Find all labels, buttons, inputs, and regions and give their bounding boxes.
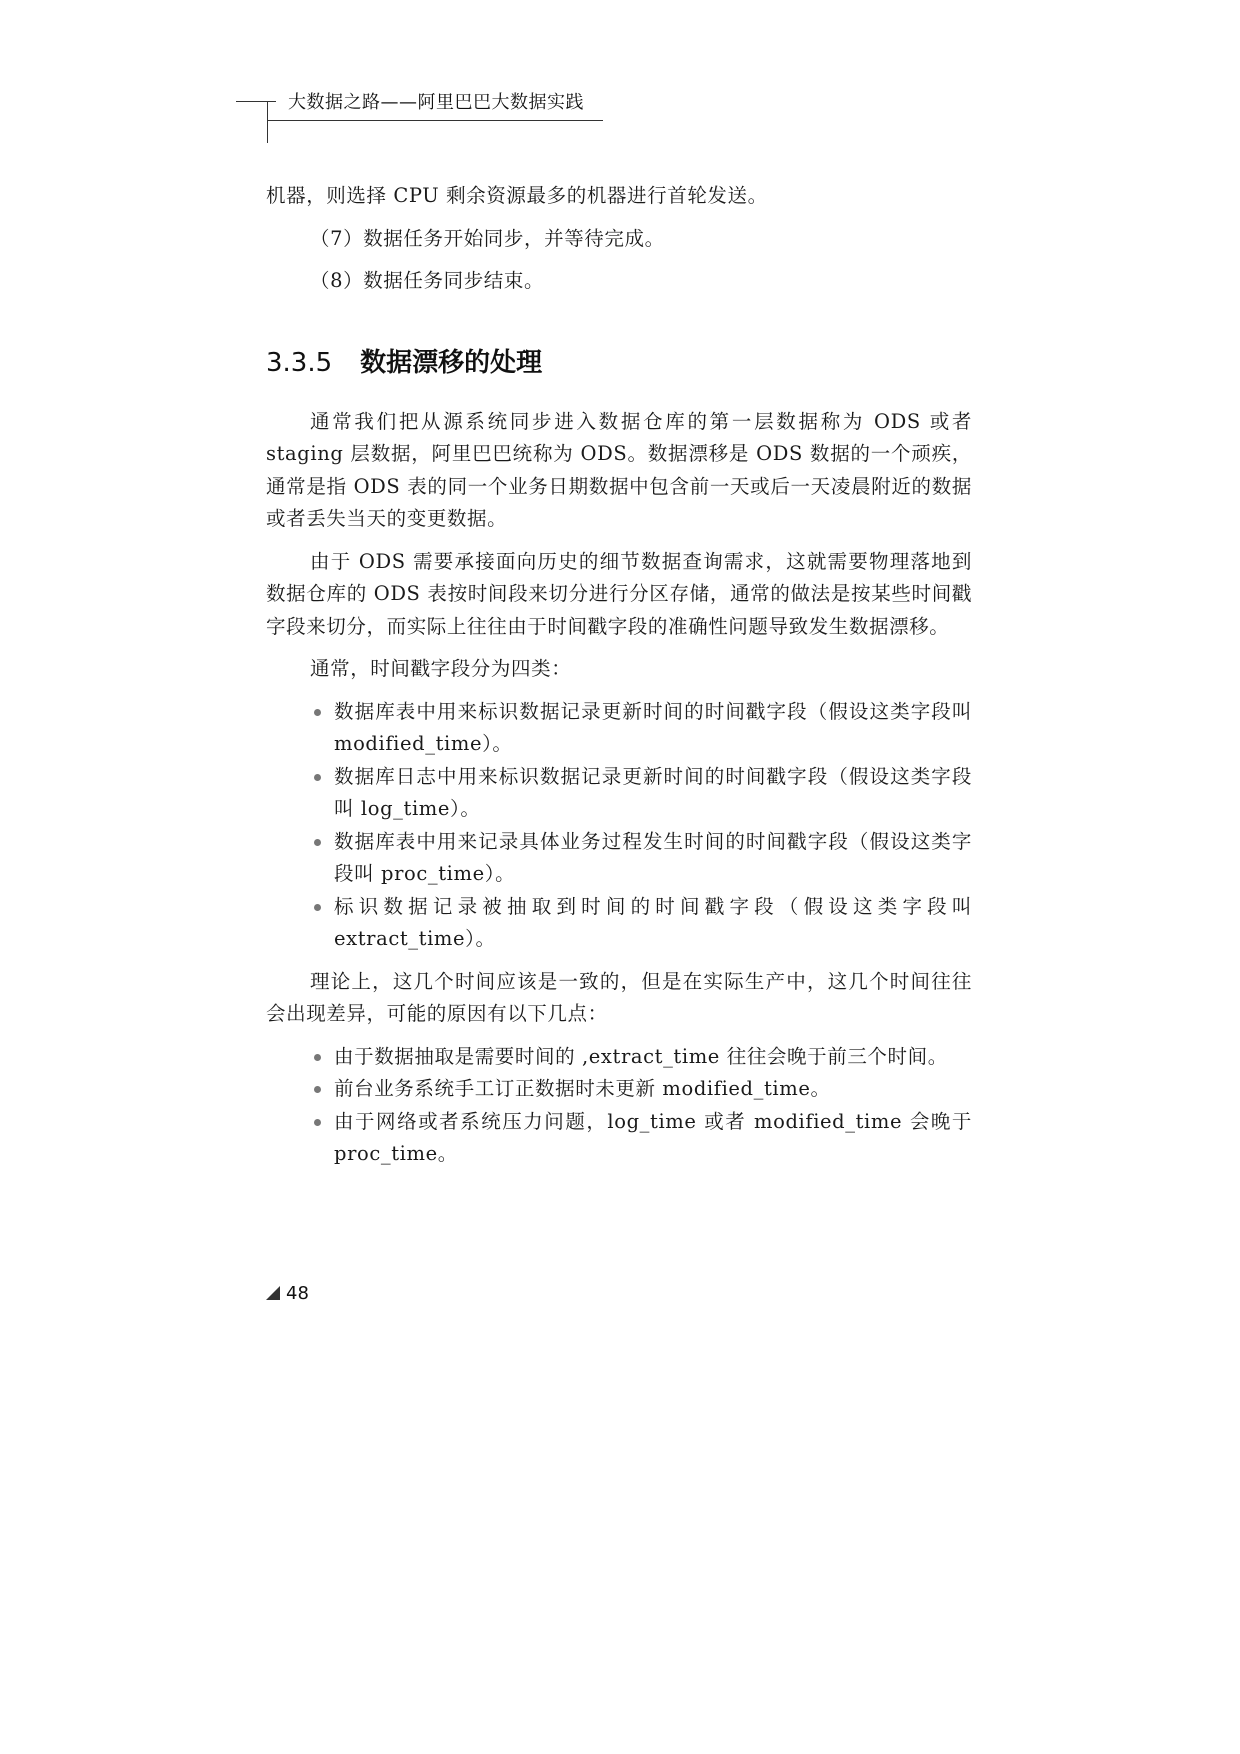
list-item [266,1041,972,1074]
book-title: 大数据之路——阿里巴巴大数据实践 [288,92,584,113]
bullet-icon [314,839,321,846]
section-number: 3.3.5 [266,347,333,378]
list-item [266,696,972,761]
list-item [266,1073,972,1106]
continuation-paragraph: 机器，则选择 CPU 剩余资源最多的机器进行首轮发送。 [266,184,768,207]
paragraph-ods-definition: 通常我们把从源系统同步进入数据仓库的第一层数据称为 ODS 或者 staging 层数据，阿里巴巴统称为 ODS。数据漂移是 ODS 数据的一个顽疾，通常是指 ODS 表的同一个业务日期数据中包含前一天或后一天凌晨附近的数据或者丢失当天的变更数据。 [266,409,972,530]
timestamp-type-list [266,696,972,956]
page-footer [266,1283,309,1307]
step-8: （8）数据任务同步结束。 [310,269,545,292]
paragraph-timestamp-intro: 通常，时间戳字段分为四类： [310,657,572,680]
running-header [0,0,1240,160]
step-7: （7）数据任务开始同步，并等待完成。 [310,226,665,250]
page-corner-icon [266,1286,280,1300]
bullet-icon [314,774,321,781]
reason-list [266,1041,972,1171]
section-heading [266,346,972,380]
list-item-text: 数据库表中用来记录具体业务过程发生时间的时间戳字段（假设这类字段叫 proc_time）。 [334,829,972,885]
list-item-text: 由于数据抽取是需要时间的 ,extract_time 往往会晚于前三个时间。 [334,1044,948,1068]
list-item-text: 数据库日志中用来标识数据记录更新时间的时间戳字段（假设这类字段叫 log_time）。 [334,764,972,820]
list-item [266,761,972,826]
header-rule-vertical [267,101,268,143]
page-number: 48 [286,1283,309,1304]
paragraph-reasons-intro: 理论上，这几个时间应该是一致的，但是在实际生产中，这几个时间往往会出现差异，可能的原因有以下几点： [266,969,972,1025]
list-item-text: 数据库表中用来标识数据记录更新时间的时间戳字段（假设这类字段叫 modified_time）。 [334,699,972,755]
list-item-text: 由于网络或者系统压力问题，log_time 或者 modified_time 会晚于 proc_time。 [334,1109,972,1165]
header-rule-bottom [267,120,603,121]
paragraph-partition: 由于 ODS 需要承接面向历史的细节数据查询需求，这就需要物理落地到数据仓库的 ODS 表按时间段来切分进行分区存储，通常的做法是按某些时间戳字段来切分，而实际上往往由于时间戳字段的准确性问题导致发生数据漂移。 [266,549,972,638]
list-item [266,1106,972,1171]
section-title: 数据漂移的处理 [360,347,543,378]
page-body [266,180,972,1171]
list-item [266,826,972,891]
bullet-icon [314,1119,321,1126]
bullet-icon [314,904,321,911]
header-rule-top [236,101,276,102]
list-item-text: 标识数据记录被抽取到时间的时间戳字段（假设这类字段叫 extract_time）。 [334,894,972,950]
list-item-text: 前台业务系统手工订正数据时未更新 modified_time。 [334,1077,831,1100]
bullet-icon [314,709,321,716]
list-item [266,891,972,956]
bullet-icon [314,1086,321,1093]
bullet-icon [314,1054,321,1061]
